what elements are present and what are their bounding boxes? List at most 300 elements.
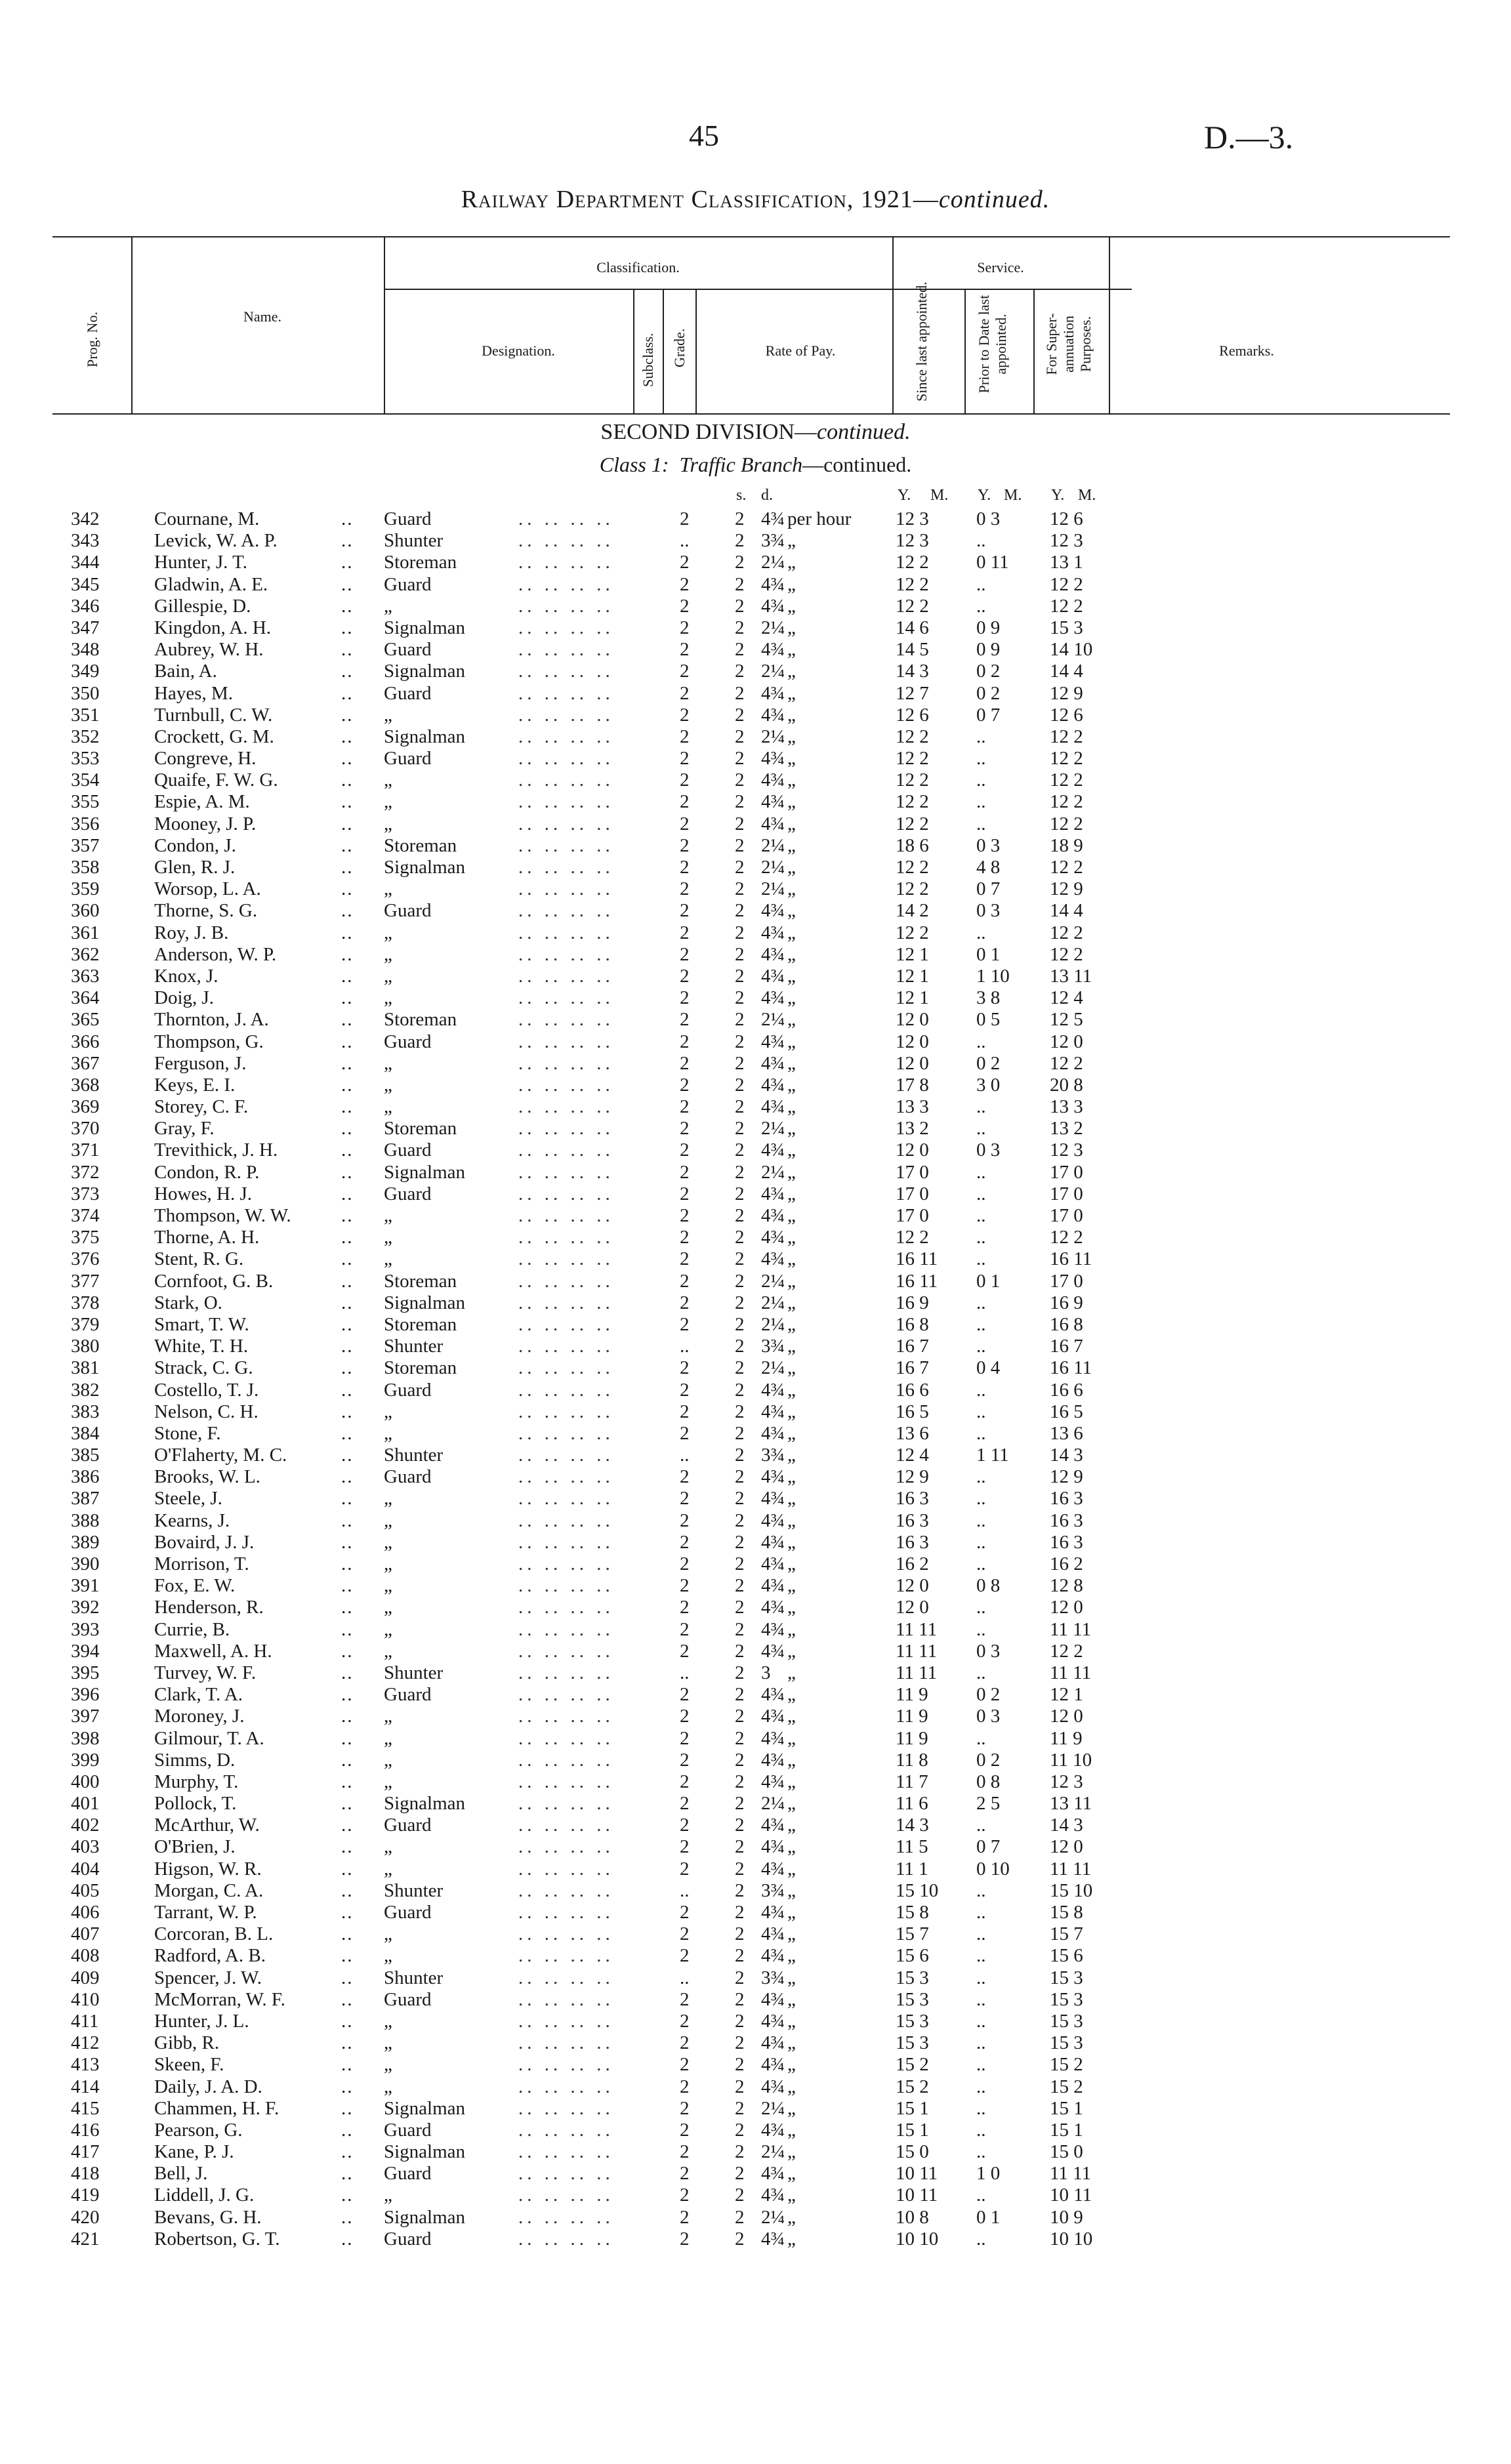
service-prior: 0 7: [976, 1836, 1001, 1858]
leader-dots: .. .. .. ..: [518, 2119, 614, 2141]
leader-dots: .. .. .. ..: [518, 834, 614, 856]
service-prior: 0 9: [976, 639, 1001, 661]
pay-pence: 4¾: [761, 1031, 785, 1052]
table-row: [0, 1357, 1511, 1379]
unit-pence: d.: [761, 487, 773, 504]
service-prior: ..: [976, 2032, 986, 2054]
pay-pence: 4¾: [761, 813, 785, 834]
pay-shillings: 2: [735, 1009, 745, 1031]
designation: Guard: [384, 1183, 432, 1204]
prog-number: 356: [71, 813, 100, 834]
pay-shillings: 2: [735, 1313, 745, 1335]
grade: 2: [680, 834, 690, 856]
pay-pence: 4¾: [761, 1771, 785, 1792]
leader-dots: .. .. .. ..: [518, 573, 614, 595]
pay-unit: „: [787, 1009, 796, 1031]
leader-dots: ..: [341, 595, 354, 617]
pay-unit: „: [787, 770, 796, 791]
designation: „: [384, 1509, 392, 1531]
service-since-appointed: 16 7: [896, 1357, 929, 1379]
pay-pence: 4¾: [761, 1205, 785, 1226]
leader-dots: ..: [341, 834, 354, 856]
pay-unit: „: [787, 2185, 796, 2206]
grade: 2: [680, 1815, 690, 1836]
leader-dots: ..: [341, 2010, 354, 2032]
service-prior: ..: [976, 2119, 986, 2141]
pay-unit: „: [787, 965, 796, 987]
pay-pence: 4¾: [761, 2054, 785, 2076]
service-prior: ..: [976, 1488, 986, 1509]
service-superannuation: 14 10: [1050, 639, 1093, 661]
service-prior: ..: [976, 1422, 986, 1444]
pay-pence: 4¾: [761, 1553, 785, 1574]
pay-shillings: 2: [735, 1662, 745, 1683]
leader-dots: .. .. .. ..: [518, 2185, 614, 2206]
service-prior: 0 2: [976, 1684, 1001, 1706]
pay-pence: 2¼: [761, 1118, 785, 1140]
grade: 2: [680, 1422, 690, 1444]
prog-number: 366: [71, 1031, 100, 1052]
employee-name: Gladwin, A. E.: [154, 573, 268, 595]
service-prior: ..: [976, 1531, 986, 1553]
pay-unit: „: [787, 1118, 796, 1140]
grade: 2: [680, 1575, 690, 1597]
service-prior: ..: [976, 2141, 986, 2163]
table-row: [0, 2141, 1511, 2163]
unit-since-months: M.: [930, 487, 949, 504]
service-prior: 3 0: [976, 1074, 1001, 1096]
service-superannuation: 13 3: [1050, 1096, 1083, 1118]
service-prior: ..: [976, 573, 986, 595]
leader-dots: .. .. .. ..: [518, 791, 614, 813]
leader-dots: .. .. .. ..: [518, 1466, 614, 1488]
pay-pence: 4¾: [761, 1836, 785, 1858]
table-row: [0, 1096, 1511, 1118]
leader-dots: ..: [341, 1140, 354, 1161]
designation: „: [384, 1531, 392, 1553]
pay-shillings: 2: [735, 2010, 745, 2032]
grade: 2: [680, 682, 690, 704]
leader-dots: ..: [341, 1292, 354, 1313]
table-row: [0, 1815, 1511, 1836]
designation: „: [384, 1727, 392, 1749]
grade: 2: [680, 987, 690, 1009]
pay-shillings: 2: [735, 1749, 745, 1771]
pay-shillings: 2: [735, 857, 745, 878]
pay-pence: 4¾: [761, 1466, 785, 1488]
pay-unit: „: [787, 748, 796, 770]
table-row: [0, 1271, 1511, 1292]
leader-dots: ..: [341, 1401, 354, 1422]
pay-unit: „: [787, 1902, 796, 1923]
pay-pence: 4¾: [761, 2076, 785, 2097]
leader-dots: ..: [341, 1771, 354, 1792]
service-since-appointed: 12 2: [896, 857, 929, 878]
unit-super-years: Y.: [1051, 487, 1065, 504]
pay-pence: 4¾: [761, 508, 785, 529]
employee-name: Thorne, S. G.: [154, 900, 258, 922]
leader-dots: .. .. .. ..: [518, 2097, 614, 2119]
leader-dots: ..: [341, 813, 354, 834]
pay-unit: „: [787, 1684, 796, 1706]
service-superannuation: 11 11: [1050, 2163, 1092, 2185]
pay-pence: 4¾: [761, 922, 785, 943]
employee-name: Steele, J.: [154, 1488, 222, 1509]
service-prior: ..: [976, 530, 986, 552]
prog-number: 391: [71, 1575, 100, 1597]
designation: Guard: [384, 748, 432, 770]
grade: 2: [680, 900, 690, 922]
employee-name: Bovaird, J. J.: [154, 1531, 255, 1553]
pay-pence: 4¾: [761, 595, 785, 617]
leader-dots: .. .. .. ..: [518, 1118, 614, 1140]
employee-name: Congreve, H.: [154, 748, 257, 770]
service-since-appointed: 14 3: [896, 661, 929, 682]
service-since-appointed: 13 2: [896, 1118, 929, 1140]
service-prior: ..: [976, 1597, 986, 1618]
service-superannuation: 14 3: [1050, 1445, 1083, 1466]
service-since-appointed: 12 0: [896, 1052, 929, 1074]
service-prior: ..: [976, 1815, 986, 1836]
employee-name: Gray, F.: [154, 1118, 215, 1140]
employee-name: Corcoran, B. L.: [154, 1923, 274, 1945]
designation: Storeman: [384, 1009, 457, 1031]
leader-dots: .. .. .. ..: [518, 1923, 614, 1945]
leader-dots: ..: [341, 508, 354, 529]
service-superannuation: 10 11: [1050, 2185, 1092, 2206]
grade: 2: [680, 1357, 690, 1379]
prog-number: 377: [71, 1270, 100, 1292]
service-superannuation: 11 10: [1050, 1749, 1092, 1771]
pay-unit: „: [787, 2163, 796, 2185]
employee-name: Moroney, J.: [154, 1706, 245, 1727]
service-superannuation: 15 1: [1050, 2097, 1083, 2119]
pay-shillings: 2: [735, 1836, 745, 1858]
service-since-appointed: 10 8: [896, 2206, 929, 2228]
service-prior: ..: [976, 1379, 986, 1401]
service-superannuation: 12 2: [1050, 726, 1083, 747]
pay-shillings: 2: [735, 1401, 745, 1422]
header-rate-of-pay: Rate of Pay.: [765, 342, 836, 359]
table-row: [0, 1684, 1511, 1706]
prog-number: 370: [71, 1118, 100, 1140]
table-row: [0, 2228, 1511, 2250]
employee-name: Condon, J.: [154, 834, 236, 856]
grade: 2: [680, 1161, 690, 1183]
service-since-appointed: 16 7: [896, 1336, 929, 1357]
designation: „: [384, 1923, 392, 1945]
pay-shillings: 2: [735, 1031, 745, 1052]
service-superannuation: 10 9: [1050, 2206, 1083, 2228]
leader-dots: ..: [341, 726, 354, 747]
leader-dots: .. .. .. ..: [518, 1553, 614, 1574]
leader-dots: ..: [341, 704, 354, 726]
service-prior: 0 8: [976, 1771, 1001, 1792]
pay-pence: 4¾: [761, 1706, 785, 1727]
leader-dots: ..: [341, 1902, 354, 1923]
leader-dots: ..: [341, 1052, 354, 1074]
leader-dots: ..: [341, 987, 354, 1009]
header-grade: Grade.: [671, 328, 688, 367]
pay-unit: „: [787, 1336, 796, 1357]
leader-dots: .. .. .. ..: [518, 1422, 614, 1444]
service-superannuation: 12 4: [1050, 987, 1083, 1009]
pay-unit: „: [787, 2010, 796, 2032]
table-row: [0, 835, 1511, 857]
pay-pence: 4¾: [761, 1140, 785, 1161]
service-superannuation: 16 9: [1050, 1292, 1083, 1313]
pay-pence: 2¼: [761, 857, 785, 878]
service-since-appointed: 11 11: [896, 1640, 938, 1662]
pay-shillings: 2: [735, 1270, 745, 1292]
pay-pence: 2¼: [761, 1161, 785, 1183]
grade: 2: [680, 508, 690, 529]
grade: 2: [680, 1031, 690, 1052]
service-prior: ..: [976, 2010, 986, 2032]
designation: Shunter: [384, 1336, 444, 1357]
leader-dots: .. .. .. ..: [518, 726, 614, 747]
table-row: [0, 1009, 1511, 1031]
service-since-appointed: 14 2: [896, 900, 929, 922]
pay-shillings: 2: [735, 1161, 745, 1183]
pay-unit: „: [787, 1923, 796, 1945]
table-row: [0, 987, 1511, 1009]
table-row: [0, 1728, 1511, 1750]
service-superannuation: 12 2: [1050, 791, 1083, 813]
pay-pence: 4¾: [761, 987, 785, 1009]
service-prior: 0 1: [976, 1270, 1001, 1292]
prog-number: 360: [71, 900, 100, 922]
leader-dots: .. .. .. ..: [518, 1771, 614, 1792]
grade: 2: [680, 1488, 690, 1509]
pay-pence: 4¾: [761, 639, 785, 661]
leader-dots: .. .. .. ..: [518, 1967, 614, 1988]
employee-name: Morrison, T.: [154, 1553, 249, 1574]
employee-name: Robertson, G. T.: [154, 2228, 280, 2249]
prog-number: 345: [71, 573, 100, 595]
unit-since-years: Y.: [898, 487, 911, 504]
leader-dots: .. .. .. ..: [518, 682, 614, 704]
page-number: 45: [689, 119, 719, 152]
pay-shillings: 2: [735, 1815, 745, 1836]
employee-name: Stone, F.: [154, 1422, 221, 1444]
leader-dots: ..: [341, 2185, 354, 2206]
prog-number: 417: [71, 2141, 100, 2163]
employee-name: Espie, A. M.: [154, 791, 250, 813]
leader-dots: .. .. .. ..: [518, 1858, 614, 1879]
service-superannuation: 12 5: [1050, 1009, 1083, 1031]
pay-unit: „: [787, 2054, 796, 2076]
pay-shillings: 2: [735, 639, 745, 661]
grade: 2: [680, 1248, 690, 1270]
service-superannuation: 12 8: [1050, 1575, 1083, 1597]
table-row: [0, 770, 1511, 791]
service-prior: 0 1: [976, 943, 1001, 965]
grade: ..: [680, 1879, 690, 1901]
service-superannuation: 15 6: [1050, 1945, 1083, 1967]
leader-dots: .. .. .. ..: [518, 1270, 614, 1292]
service-superannuation: 12 6: [1050, 704, 1083, 726]
grade: 2: [680, 1597, 690, 1618]
employee-name: Stark, O.: [154, 1292, 222, 1313]
grade: 2: [680, 1466, 690, 1488]
leader-dots: ..: [341, 2076, 354, 2097]
service-prior: 0 2: [976, 682, 1001, 704]
leader-dots: .. .. .. ..: [518, 1401, 614, 1422]
pay-pence: 4¾: [761, 2010, 785, 2032]
table-row: [0, 900, 1511, 922]
pay-shillings: 2: [735, 1379, 745, 1401]
service-prior: 0 3: [976, 508, 1001, 529]
grade: 2: [680, 2119, 690, 2141]
leader-dots: .. .. .. ..: [518, 1902, 614, 1923]
service-superannuation: 15 10: [1050, 1879, 1093, 1901]
prog-number: 374: [71, 1205, 100, 1226]
pay-unit: „: [787, 2032, 796, 2054]
table-row: [0, 574, 1511, 596]
pay-unit: „: [787, 617, 796, 638]
service-since-appointed: 14 6: [896, 617, 929, 638]
designation: „: [384, 878, 392, 900]
prog-number: 355: [71, 791, 100, 813]
leader-dots: .. .. .. ..: [518, 813, 614, 834]
employee-name: Nelson, C. H.: [154, 1401, 259, 1422]
pay-pence: 4¾: [761, 1618, 785, 1640]
service-since-appointed: 12 7: [896, 682, 929, 704]
pay-pence: 4¾: [761, 1248, 785, 1270]
service-since-appointed: 15 7: [896, 1923, 929, 1945]
leader-dots: ..: [341, 661, 354, 682]
leader-dots: .. .. .. ..: [518, 1096, 614, 1118]
pay-pence: 3¾: [761, 1336, 785, 1357]
service-since-appointed: 17 0: [896, 1161, 929, 1183]
leader-dots: ..: [341, 748, 354, 770]
pay-shillings: 2: [735, 1509, 745, 1531]
pay-unit: „: [787, 1618, 796, 1640]
table-row: [0, 1619, 1511, 1641]
designation: Storeman: [384, 552, 457, 573]
employee-name: White, T. H.: [154, 1336, 249, 1357]
employee-name: Glen, R. J.: [154, 857, 236, 878]
pay-shillings: 2: [735, 987, 745, 1009]
service-superannuation: 13 2: [1050, 1118, 1083, 1140]
leader-dots: ..: [341, 1945, 354, 1967]
employee-name: Pearson, G.: [154, 2119, 243, 2141]
service-prior: 0 7: [976, 704, 1001, 726]
branch-continued: —continued.: [802, 453, 912, 476]
prog-number: 380: [71, 1336, 100, 1357]
pay-pence: 3¾: [761, 1967, 785, 1988]
leader-dots: .. .. .. ..: [518, 1662, 614, 1683]
designation: Storeman: [384, 1357, 457, 1379]
grade: 2: [680, 1292, 690, 1313]
pay-unit: „: [787, 878, 796, 900]
leader-dots: ..: [341, 1009, 354, 1031]
designation: „: [384, 1401, 392, 1422]
header-remarks: Remarks.: [1219, 342, 1274, 359]
prog-number: 376: [71, 1248, 100, 1270]
designation: „: [384, 813, 392, 834]
leader-dots: .. .. .. ..: [518, 857, 614, 878]
pay-shillings: 2: [735, 2163, 745, 2185]
grade: 2: [680, 1270, 690, 1292]
pay-shillings: 2: [735, 682, 745, 704]
table-row: [0, 1401, 1511, 1423]
service-since-appointed: 15 3: [896, 1967, 929, 1988]
service-superannuation: 16 6: [1050, 1379, 1083, 1401]
leader-dots: ..: [341, 1270, 354, 1292]
service-prior: 0 3: [976, 900, 1001, 922]
table-row: [0, 2011, 1511, 2032]
service-superannuation: 10 10: [1050, 2228, 1093, 2249]
service-superannuation: 18 9: [1050, 834, 1083, 856]
designation: „: [384, 1074, 392, 1096]
designation: „: [384, 1052, 392, 1074]
service-since-appointed: 10 10: [896, 2228, 939, 2249]
leader-dots: .. .. .. ..: [518, 595, 614, 617]
header-classification: Classification.: [596, 259, 680, 276]
service-prior: 0 10: [976, 1858, 1010, 1879]
employee-name: Brooks, W. L.: [154, 1466, 260, 1488]
prog-number: 393: [71, 1618, 100, 1640]
employee-name: Howes, H. J.: [154, 1183, 253, 1204]
pay-shillings: 2: [735, 922, 745, 943]
employee-name: Roy, J. B.: [154, 922, 229, 943]
table-row: [0, 1641, 1511, 1662]
service-since-appointed: 16 11: [896, 1248, 938, 1270]
pay-pence: 2¼: [761, 1292, 785, 1313]
table-row: [0, 2054, 1511, 2076]
leader-dots: ..: [341, 900, 354, 922]
prog-number: 375: [71, 1227, 100, 1248]
service-prior: 1 11: [976, 1445, 1009, 1466]
service-superannuation: 12 0: [1050, 1706, 1083, 1727]
table-row: [0, 530, 1511, 552]
pay-shillings: 2: [735, 1096, 745, 1118]
pay-unit: „: [787, 1509, 796, 1531]
service-since-appointed: 12 2: [896, 878, 929, 900]
pay-shillings: 2: [735, 617, 745, 638]
table-row: [0, 639, 1511, 661]
prog-number: 389: [71, 1531, 100, 1553]
pay-pence: 2¼: [761, 552, 785, 573]
service-prior: ..: [976, 1902, 986, 1923]
prog-number: 414: [71, 2076, 100, 2097]
service-since-appointed: 18 6: [896, 834, 929, 856]
service-superannuation: 13 11: [1050, 1793, 1092, 1815]
service-prior: ..: [976, 1401, 986, 1422]
grade: 2: [680, 1793, 690, 1815]
leader-dots: .. .. .. ..: [518, 1248, 614, 1270]
grade: 2: [680, 1509, 690, 1531]
leader-dots: ..: [341, 922, 354, 943]
pay-shillings: 2: [735, 878, 745, 900]
table-row: [0, 596, 1511, 617]
pay-unit: „: [787, 2228, 796, 2249]
employee-name: Condon, R. P.: [154, 1161, 260, 1183]
table-row: [0, 1989, 1511, 2011]
service-superannuation: 11 11: [1050, 1858, 1092, 1879]
designation: „: [384, 1945, 392, 1967]
grade: 2: [680, 1379, 690, 1401]
prog-number: 344: [71, 552, 100, 573]
pay-pence: 4¾: [761, 1509, 785, 1531]
leader-dots: .. .. .. ..: [518, 900, 614, 922]
pay-shillings: 2: [735, 2054, 745, 2076]
service-since-appointed: 15 3: [896, 2032, 929, 2054]
leader-dots: .. .. .. ..: [518, 1357, 614, 1379]
prog-number: 349: [71, 661, 100, 682]
